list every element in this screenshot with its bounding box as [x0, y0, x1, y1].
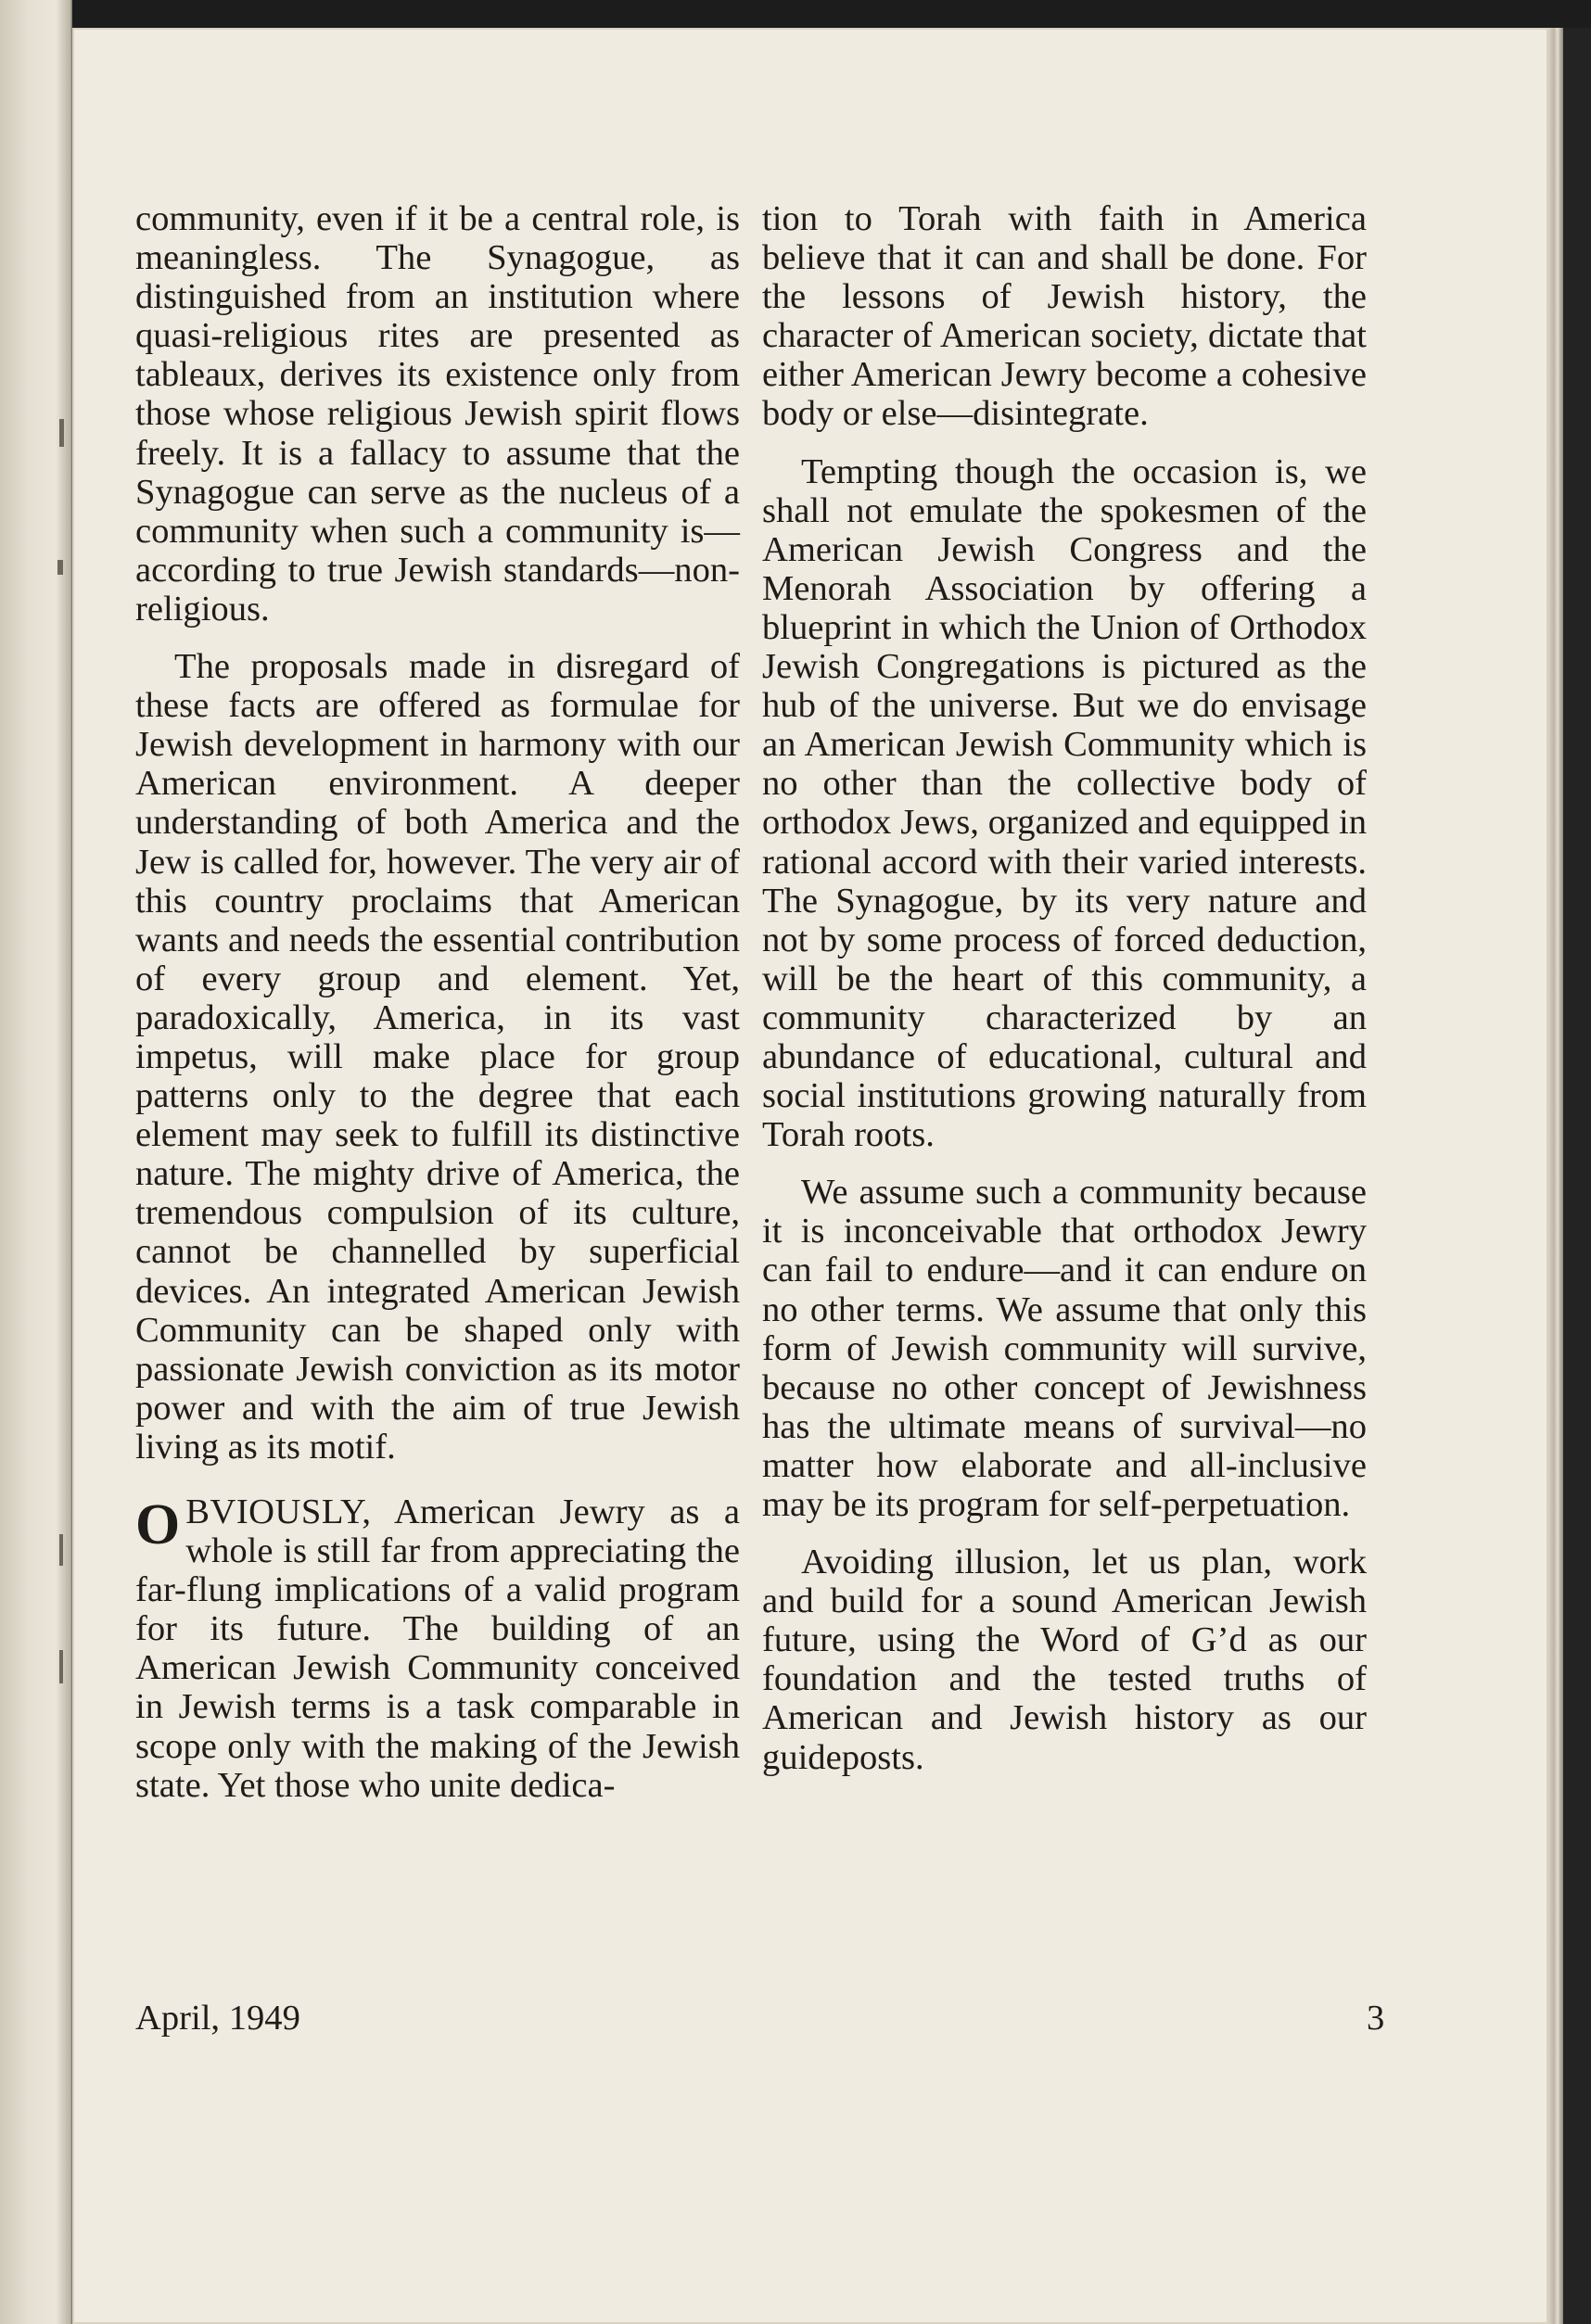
section-text: American Jewry as a whole is still far from appreciating the far-flung implications of a valid program for its future. The building of an American Jewish Community conceived in Jewish terms is a task comparable in scope only with the making of the Jewish state. Yet those who unite dedica- — [135, 1492, 740, 1805]
paragraph: community, even if it be a central role, is meaningless. The Synagogue, as distinguished from an institution where quasi-religious rites are presented as tableaux, derives its existence only from those whose religious Jewish spirit flows freely. It is a fallacy to assume that the Synagogue can serve as the nucleus of a community when such a community is—according to true Jewish standards—non-religious. — [135, 199, 740, 629]
paragraph: We assume such a community because it is inconceivable that orthodox Jewry can fail to endure—and it can endure on no other terms. We assume that only this form of Jewish community will survive, because no other concept of Jewishness has the ultimate means of survival—no matter how elaborate and all-inclusive may be its program for self-perpetuation. — [762, 1173, 1367, 1524]
margin-mark — [59, 1534, 63, 1566]
lead-caps: BVIOUSLY, — [185, 1492, 372, 1531]
margin-mark — [57, 560, 63, 575]
book-spine — [0, 0, 72, 2324]
page-number: 3 — [1367, 1999, 1385, 2038]
margin-mark — [59, 1650, 63, 1683]
page-shadow — [1563, 28, 1591, 2324]
paragraph: The proposals made in disregard of these facts are offered as formulae for Jewish development in harmony with our American environment. A deeper understanding of both America and the Jew is called for, however. The very air of this country proclaims that American wants and needs the essential contribution of every group and element. Yet, paradoxically, America, in its vast impetus, will make place for group patterns only to the degree that each element may seek to fulfill its distinctive nature. The mighty drive of America, the tremendous compulsion of its culture, cannot be channelled by superficial devices. An integrated American Jewish Community can be shaped only with passionate Jewish conviction as its motor power and with the aim of true Jewish living as its motif. — [135, 647, 740, 1467]
right-column — [762, 199, 1367, 1796]
page-edge — [1548, 28, 1563, 2324]
margin-mark — [59, 419, 64, 447]
drop-cap: O — [135, 1493, 181, 1556]
section-opening-paragraph — [135, 1492, 740, 1805]
paragraph: tion to Torah with faith in America believe that it can and shall be done. For the lessons of Jewish history, the character of American society, dictate that either American Jewry become a cohesive body or else—disintegrate. — [762, 199, 1367, 434]
paragraph: Tempting though the occasion is, we shall not emulate the spokesmen of the American Jewish Congress and the Menorah Association by offering a blueprint in which the Union of Orthodox Jewish Congregations is pictured as the hub of the universe. But we do envisage an American Jewish Community which is no other than the collective body of orthodox Jews, organized and equipped in rational accord with their varied interests. The Synagogue, by its very nature and not by some process of forced deduction, will be the heart of this community, a community characterized by an abundance of educational, cultural and social institutions growing naturally from Torah roots. — [762, 451, 1367, 1155]
paragraph: Avoiding illusion, let us plan, work and build for a sound American Jewish future, using the Word of G’d as our foundation and the tested truths of American and Jewish history as our guideposts. — [762, 1543, 1367, 1777]
left-column — [135, 199, 740, 1823]
footer-date: April, 1949 — [135, 1999, 300, 2038]
